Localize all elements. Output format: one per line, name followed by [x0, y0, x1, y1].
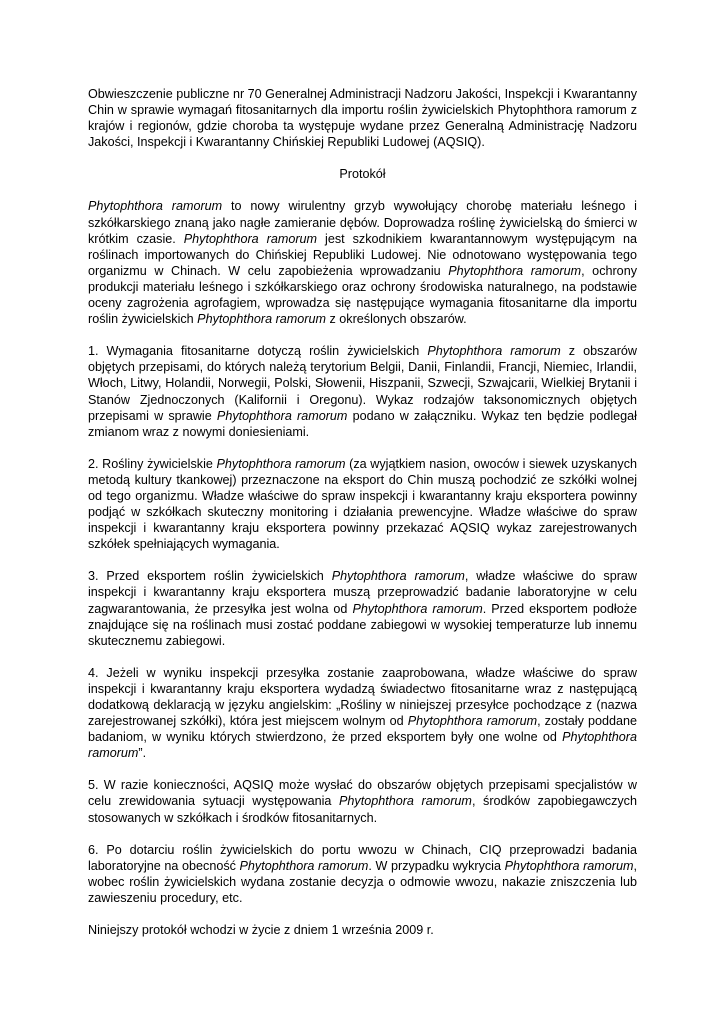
paragraph-3	[88, 568, 637, 648]
p1-text-2: z obszarów objętych przepisami, do których należą terytorium Belgii, Danii, Finlandii, Francji, Niemiec, Irlandii, Włoch, Litwy, Holandii, Norwegii, Polski, Słowenii, Hiszpanii, Szwecji, Szwajcarii, Wielkiej Brytanii i Stanów Zjednoczonych (Kalifornii i Oregonu). Wykaz rodzajów taksonomicznych objętych przepisami w sprawie	[88, 344, 637, 423]
species-name: Phytophthora ramorum	[88, 730, 637, 761]
p3-text-1: 3. Przed eksportem roślin żywicielskich	[88, 569, 332, 584]
species-name: Phytophthora ramorum	[448, 263, 582, 278]
p4-text-1: 4. Jeżeli w wyniku inspekcji przesyłka zostanie zaaprobowana, władze właściwe do spraw inspekcji i kwarantanny kraju eksportera wydadzą świadectwo fitosanitarne wraz z następującą dodatkową deklaracją w języku angielskim: „Rośliny w niniejszej przesyłce pochodzące z (nazwa zarejestrowanej szkółki), która jest miejscem wolnym od	[88, 665, 637, 729]
species-name: Phytophthora ramorum	[88, 199, 223, 214]
p4-text-2: , zostały poddane badaniom, w wyniku których stwierdzono, że przed eksportem były one wolne od	[88, 714, 637, 745]
p4-text-3: ”.	[138, 746, 147, 761]
intro-text-3: , ochrony produkcji materiału leśnego i szkółkarskiego oraz ochrony środowiska naturalnego, na podstawie oceny zagrożenia agrofagiem, wprowadza się następujące wymagania fitosanitarne dla importu roślin żywicielskich	[88, 263, 637, 327]
document-heading: Obwieszczenie publiczne nr 70 Generalnej Administracji Nadzoru Jakości, Inspekcji i Kwarantanny Chin w sprawie wymagań fitosanitarnych dla importu roślin żywicielskich Phytophthora ramorum z krajów i regionów, gdzie choroba ta występuje wydane przez Generalną Administrację Nadzoru Jakości, Inspekcji i Kwarantanny Chińskiej Republiki Ludowej (AQSIQ).	[88, 87, 637, 150]
p1-text-3: podano w załączniku. Wykaz ten będzie podlegał zmianom wraz z nowymi doniesieniami.	[88, 408, 637, 439]
p5-text-2: , środków zapobiegawczych stosowanych w szkółkach i środków fitosanitarnych.	[88, 794, 637, 825]
species-name: Phytophthora ramorum	[216, 456, 346, 471]
p6-text-3: , wobec roślin żywicielskich wydana zostanie decyzja o odmowie wwozu, nakazie zniszczenia lub zawieszeniu procedury, etc.	[88, 858, 637, 905]
p6-text-2: . W przypadku wykrycia	[368, 858, 505, 873]
paragraph-6	[88, 842, 637, 906]
species-name: Phytophthora ramorum	[427, 344, 561, 359]
document-page	[88, 86, 637, 938]
p1-text-1: 1. Wymagania fitosanitarne dotyczą roślin żywicielskich	[88, 344, 428, 359]
intro-text-1: to nowy wirulentny grzyb wywołujący chorobę materiału leśnego i szkółkarskiego znaną jako nagłe zamieranie dębów. Doprowadza roślinę żywicielską do śmierci w krótkim czasie.	[88, 199, 637, 246]
paragraph-2	[88, 456, 637, 553]
intro-text-4: z określonych obszarów.	[325, 312, 467, 327]
paragraph-1	[88, 343, 637, 440]
species-name: Phytophthora ramorum	[239, 858, 369, 873]
p2-text-1: 2. Rośliny żywicielskie	[88, 456, 217, 471]
species-name: Phytophthora ramorum	[183, 231, 318, 246]
paragraph-4	[88, 665, 637, 762]
p3-text-3: . Przed eksportem podłoże znajdujące się na roślinach musi zostać poddane zabiegowi w wysokiej temperaturze lub innemu skutecznemu zabiegowi.	[88, 601, 637, 648]
paragraph-5	[88, 777, 637, 825]
closing-statement: Niniejszy protokół wchodzi w życie z dniem 1 września 2009 r.	[88, 923, 434, 938]
species-name: Phytophthora ramorum	[216, 408, 348, 423]
species-name: Phytophthora ramorum	[331, 569, 465, 584]
p2-text-2: (za wyjątkiem nasion, owoców i siewek uzyskanych metodą kultury tkankowej) przeznaczone na eksport do Chin muszą pochodzić ze szkółki wolnej od tego organizmu. Władze właściwe do spraw inspekcji i kwarantanny kraju eksportera powinny podjąć w szkółkach skuteczny monitoring i działania prewencyjne. Władze właściwe do spraw inspekcji i kwarantanny kraju eksportera powinny przekazać AQSIQ wykaz zarejestrowanych szkółek spełniających wymagania.	[88, 456, 637, 552]
species-name: Phytophthora ramorum	[352, 601, 483, 616]
species-name: Phytophthora ramorum	[197, 312, 326, 327]
p6-text-1: 6. Po dotarciu roślin żywicielskich do portu wwozu w Chinach, CIQ przeprowadzi badania laboratoryjne na obecność	[88, 842, 637, 873]
intro-text-2: jest szkodnikiem kwarantannowym występującym na roślinach importowanych do Chińskiej Republiki Ludowej. Nie odnotowano występowania tego organizmu w Chinach. W celu zapobieżenia wprowadzaniu	[88, 231, 637, 278]
document-title: Protokół	[339, 167, 386, 182]
species-name: Phytophthora ramorum	[339, 794, 472, 809]
species-name: Phytophthora ramorum	[504, 858, 634, 873]
p5-text-1: 5. W razie konieczności, AQSIQ może wysłać do obszarów objętych przepisami specjalistów w celu zrewidowania sytuacji występowania	[88, 778, 637, 809]
intro-paragraph	[88, 198, 637, 327]
p3-text-2: , władze właściwe do spraw inspekcji i kwarantanny kraju eksportera muszą przeprowadzić badanie laboratoryjne w celu zagwarantowania, że przesyłka jest wolna od	[88, 569, 637, 616]
species-name: Phytophthora ramorum	[407, 714, 538, 729]
